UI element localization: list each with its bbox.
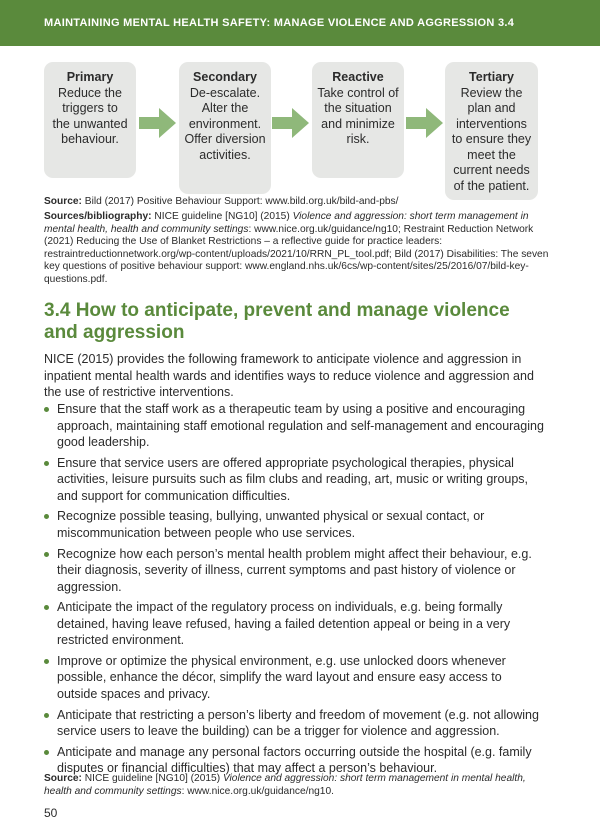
bullet-icon <box>44 659 49 664</box>
list-item <box>44 401 544 451</box>
list-item <box>44 508 544 541</box>
list-item-text: Recognize possible teasing, bullying, unwanted physical or sexual contact, or miscommunication between people who use services. <box>57 509 485 540</box>
source-title: Violence and aggression: short term management in mental health, health and community settings <box>44 773 526 797</box>
list-item <box>44 653 544 703</box>
list-item-text: Anticipate and manage any personal factors occurring outside the hospital (e.g. family disputes or financial difficulties) that may affect a person’s behaviour. <box>57 744 532 776</box>
source-label: Source: <box>44 773 82 784</box>
flow-box-body: De-escalate. Alter the environment. Offer diversion activities. <box>184 85 266 162</box>
source-text: : www.nice.org.uk/guidance/ng10. <box>181 785 334 797</box>
page-number: 50 <box>44 806 58 820</box>
flow-box-title: Tertiary <box>469 70 514 84</box>
list-item <box>44 707 544 740</box>
source-footnote <box>44 773 554 798</box>
framework-list <box>44 401 544 781</box>
flow-box-title: Primary <box>66 70 114 84</box>
bullet-icon <box>44 552 49 557</box>
bullet-icon <box>44 514 49 519</box>
running-header: MAINTAINING MENTAL HEALTH SAFETY: MANAGE VIOLENCE AND AGGRESSION 3.4 <box>0 0 600 46</box>
flow-box-secondary <box>179 62 271 194</box>
list-item <box>44 546 544 596</box>
bullet-icon <box>44 605 49 610</box>
list-item <box>44 455 544 505</box>
list-item <box>44 744 544 777</box>
source-text: NICE guideline [NG10] (2015) <box>81 773 223 784</box>
list-item-text: Ensure that the staff work as a therapeutic team by using a positive and encouraging approach, maintaining staff emotional regulation and self-management and encouraging good leadership. <box>57 402 544 449</box>
flow-box-tertiary <box>445 62 538 200</box>
right-arrow-icon <box>139 106 177 140</box>
intro-paragraph: NICE (2015) provides the following framework to anticipate violence and aggression in inpatient mental health wards and identifies ways to reduce violence and aggression and the use of restrictive interventions. <box>44 352 534 399</box>
list-item-text: Ensure that service users are offered appropriate psychological therapies, physical activities, leisure pursuits such as film clubs and reading, art, music or writing groups, and support for communication difficulties. <box>57 455 529 503</box>
source-text: Bild (2017) Positive Behaviour Support: www.bild.org.uk/bild-and-pbs/ <box>81 196 399 207</box>
flow-box-body: Review the plan and interventions to ensure they meet the current needs of the patient. <box>451 85 532 193</box>
list-item-text: Improve or optimize the physical environment, e.g. use unlocked doors whenever possible, enhance the décor, simplify the ward layout and ensure easy access to outside spaces and privacy. <box>57 653 506 701</box>
flow-box-title: Reactive <box>332 70 384 84</box>
bullet-icon <box>44 713 49 718</box>
bibliography-note <box>44 211 554 287</box>
list-item-text: Recognize how each person’s mental health problem might affect their behaviour, e.g. their diagnosis, severity of illness, current symptoms and past history of violence or aggression. <box>57 546 532 594</box>
bullet-icon <box>44 407 49 412</box>
flow-box-title: Secondary <box>193 70 257 84</box>
source-label: Source: <box>44 196 82 207</box>
flow-box-reactive <box>312 62 404 178</box>
bullet-icon <box>44 750 49 755</box>
bibliography-label: Sources/bibliography: <box>44 211 152 222</box>
section-heading: 3.4 How to anticipate, prevent and manage violence and aggression <box>44 300 510 343</box>
flow-box-body: Reduce the triggers to the unwanted behaviour. <box>52 85 128 146</box>
right-arrow-icon <box>272 106 310 140</box>
list-item-text: Anticipate that restricting a person’s liberty and freedom of movement (e.g. not allowing service users to leave the building) can be a trigger for violence and aggression. <box>57 707 539 739</box>
flow-box-primary <box>44 62 136 178</box>
flow-box-body: Take control of the situation and minimize risk. <box>317 85 399 146</box>
right-arrow-icon <box>406 106 444 140</box>
bullet-icon <box>44 461 49 466</box>
source-note <box>44 196 554 209</box>
bibliography-title: Violence and aggression: short term management in mental health, health and community settings <box>44 211 529 235</box>
list-item-text: Anticipate the impact of the regulatory process on individuals, e.g. being formally detained, having leave refused, having a failed detention appeal or being in a very restricted environment. <box>57 600 511 648</box>
bibliography-text: : www.nice.org.uk/guidance/ng10; Restraint Reduction Network (2021) Reducing the Use of Blanket Restrictions – a reflective guide for practice leaders: restraintreductionnetwork.org/wp-content/uploads/2021/10/RRN_PL_tool.pdf; Bild (2017) Disabilities: The seven key questions of positive behaviour support: www.england.nhs.uk/6cs/wp-content/sites/25/2016/07/bild-key-questions.pdf. <box>44 223 549 285</box>
list-item <box>44 599 544 649</box>
bibliography-text: NICE guideline [NG10] (2015) <box>151 211 293 222</box>
prevention-flow-diagram <box>44 62 538 200</box>
